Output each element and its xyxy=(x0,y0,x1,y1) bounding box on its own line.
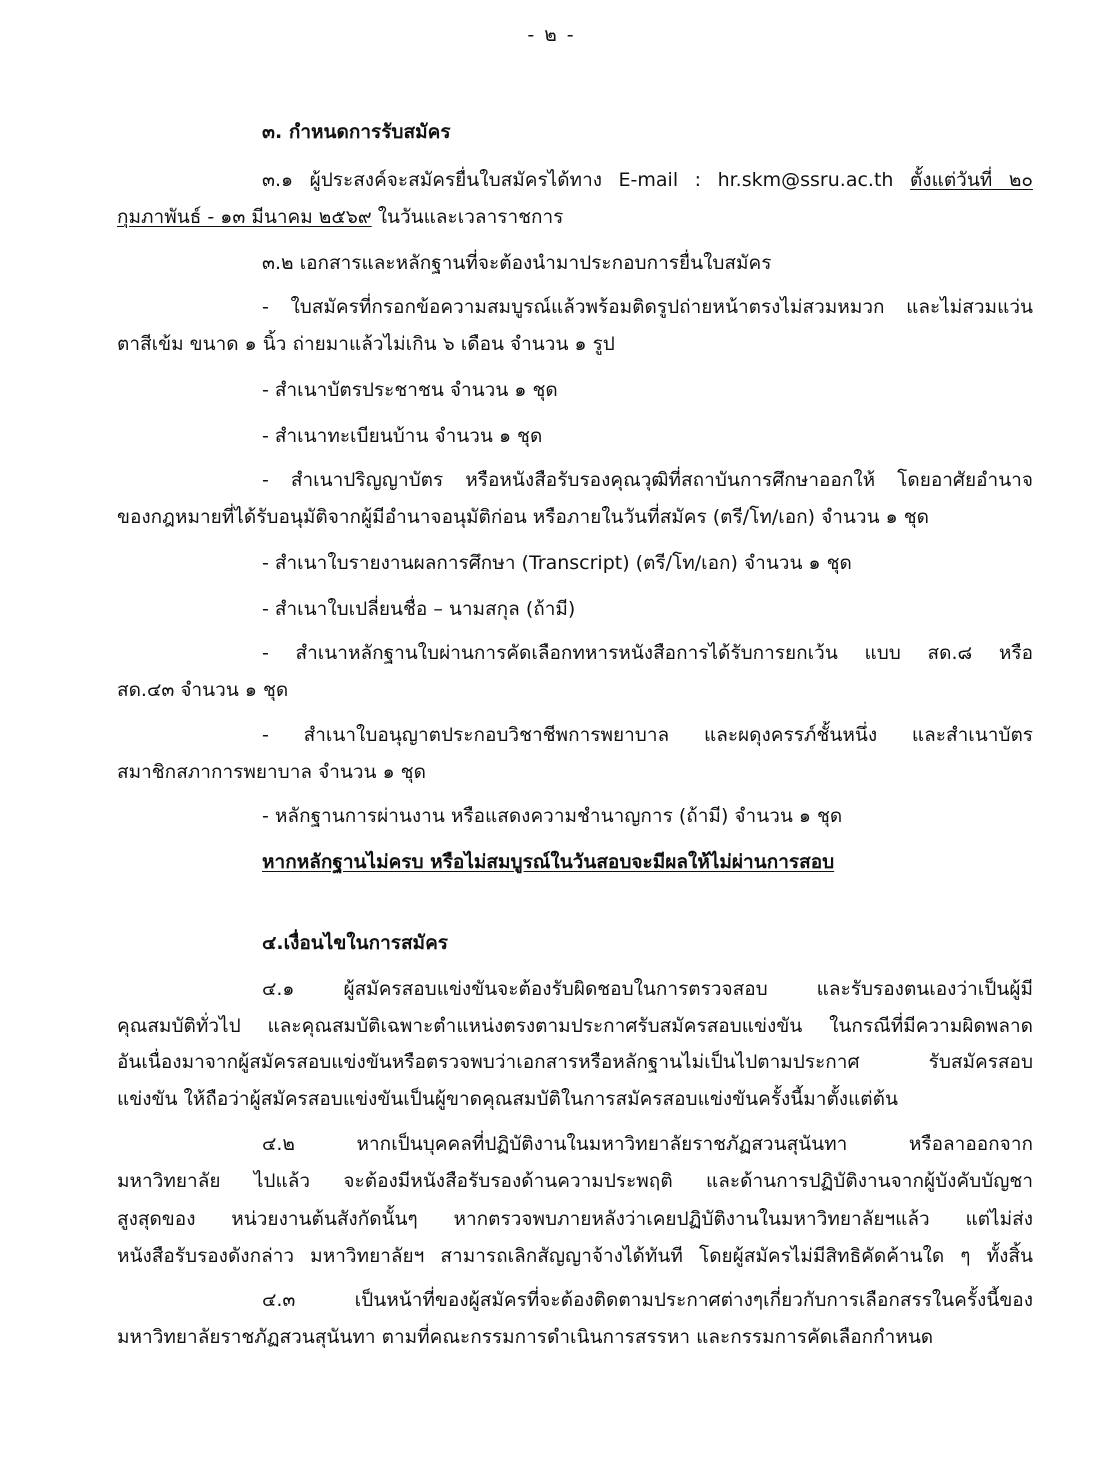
doc-8-line-2: สมาชิกสภาการพยาบาล จำนวน ๑ ชุด xyxy=(117,761,426,783)
doc-7-line-1: - สำเนาหลักฐานใบผ่านการคัดเลือกทหารหนังสือการได้รับการยกเว้น แบบ สด.๘ หรือ xyxy=(262,642,1033,664)
item-3-1-text: ผู้ประสงค์จะสมัครยื่นใบสมัครได้ทาง xyxy=(309,169,603,191)
condition-4-2-line-1: ๔.๒ หากเป็นบุคคลที่ปฏิบัติงานในมหาวิทยาลัยราชภัฏสวนสุนันทา หรือลาออกจาก xyxy=(262,1133,1033,1155)
item-3-1-number: ๓.๑ xyxy=(262,169,294,191)
email-label: E-mail xyxy=(618,169,679,191)
doc-6: - สำเนาใบเปลี่ยนชื่อ – นามสกุล (ถ้ามี) xyxy=(262,598,576,620)
doc-8-line-1: - สำเนาใบอนุญาตประกอบวิชาชีพการพยาบาล และผดุงครรภ์ชั้นหนึ่ง และสำเนาบัตร xyxy=(262,724,1033,746)
section-3-heading: ๓. กำหนดการรับสมัคร xyxy=(262,121,451,143)
condition-4-3-line-1: ๔.๓ เป็นหน้าที่ของผู้สมัครที่จะต้องติดตามประกาศต่างๆเกี่ยวกับการเลือกสรรในครั้งนี้ของ xyxy=(262,1289,1033,1311)
condition-4-3-line-2: มหาวิทยาลัยราชภัฏสวนสุนันทา ตามที่คณะกรรมการดำเนินการสรรหา และกรรมการคัดเลือกกำหนด xyxy=(117,1326,934,1348)
date-start: ตั้งแต่วันที่ ๒๐ xyxy=(909,169,1033,191)
item-3-1-tail: ในวันและเวลาราชการ xyxy=(377,206,564,228)
item-3-1-line-2 xyxy=(117,204,1033,230)
email-colon: : xyxy=(694,169,702,191)
doc-1-line-1: - ใบสมัครที่กรอกข้อความสมบูรณ์แล้วพร้อมติดรูปถ่ายหน้าตรงไม่สวมหมวก และไม่สวมแว่น xyxy=(262,296,1033,318)
email-address: hr.skm@ssru.ac.th xyxy=(717,169,894,191)
doc-4-line-1: - สำเนาปริญญาบัตร หรือหนังสือรับรองคุณวุฒิที่สถาบันการศึกษาออกให้ โดยอาศัยอำนาจ xyxy=(262,469,1033,491)
condition-4-2-line-2: มหาวิทยาลัย ไปแล้ว จะต้องมีหนังสือรับรองด้านความประพฤติ และด้านการปฏิบัติงานจากผู้บังคับบัญชา xyxy=(117,1170,1033,1192)
doc-4-line-2: ของกฎหมายที่ได้รับอนุมัติจากผู้มีอำนาจอนุมัติก่อน หรือภายในวันที่สมัคร (ตรี/โท/เอก) จำนวน ๑ ชุด xyxy=(117,506,929,528)
doc-1-line-2: ตาสีเข้ม ขนาด ๑ นิ้ว ถ่ายมาแล้วไม่เกิน ๖ เดือน จำนวน ๑ รูป xyxy=(117,333,615,355)
condition-4-1-line-2: คุณสมบัติทั่วไป และคุณสมบัติเฉพาะตำแหน่งตรงตามประกาศรับสมัครสอบแข่งขัน ในกรณีที่มีความผิดพลาด xyxy=(117,1015,1033,1037)
doc-7-line-2: สด.๔๓ จำนวน ๑ ชุด xyxy=(117,679,289,701)
item-3-2: ๓.๒ เอกสารและหลักฐานที่จะต้องนำมาประกอบการยื่นใบสมัคร xyxy=(262,252,772,274)
doc-5: - สำเนาใบรายงานผลการศึกษา (Transcript) (ตรี/โท/เอก) จำนวน ๑ ชุด xyxy=(262,552,852,574)
condition-4-1-line-3: อันเนื่องมาจากผู้สมัครสอบแข่งขันหรือตรวจพบว่าเอกสารหรือหลักฐานไม่เป็นไปตามประกาศ รับสมัครสอบ xyxy=(117,1051,1033,1073)
condition-4-2-line-3: สูงสุดของ หน่วยงานต้นสังกัดนั้นๆ หากตรวจพบภายหลังว่าเคยปฏิบัติงานในมหาวิทยาลัยฯแล้ว แต่ไม่ส่ง xyxy=(117,1208,1033,1230)
condition-4-1-line-1: ๔.๑ ผู้สมัครสอบแข่งขันจะต้องรับผิดชอบในการตรวจสอบ และรับรองตนเองว่าเป็นผู้มี xyxy=(262,978,1033,1000)
condition-4-2-line-4: หนังสือรับรองดังกล่าว มหาวิทยาลัยฯ สามารถเลิกสัญญาจ้างได้ทันที โดยผู้สมัครไม่มีสิทธิคัดค้านใด ๆ ทั้งสิ้น xyxy=(117,1245,1033,1267)
doc-2: - สำเนาบัตรประชาชน จำนวน ๑ ชุด xyxy=(262,379,558,401)
page-number: - ๒ - xyxy=(527,24,576,46)
doc-9: - หลักฐานการผ่านงาน หรือแสดงความชำนาญการ (ถ้ามี) จำนวน ๑ ชุด xyxy=(262,805,843,827)
item-3-1-line-1 xyxy=(262,167,1033,193)
doc-3: - สำเนาทะเบียนบ้าน จำนวน ๑ ชุด xyxy=(262,425,543,447)
date-range: กุมภาพันธ์ - ๑๓ มีนาคม ๒๕๖๙ xyxy=(117,206,372,228)
section-4-heading: ๔.เงื่อนไขในการสมัคร xyxy=(262,932,448,954)
warning-note: หากหลักฐานไม่ครบ หรือไม่สมบูรณ์ในวันสอบจะมีผลให้ไม่ผ่านการสอบ xyxy=(262,851,835,873)
condition-4-1-line-4: แข่งขัน ให้ถือว่าผู้สมัครสอบแข่งขันเป็นผู้ขาดคุณสมบัติในการสมัครสอบแข่งขันครั้งนี้มาตั้งแต่ต้น xyxy=(117,1088,898,1110)
